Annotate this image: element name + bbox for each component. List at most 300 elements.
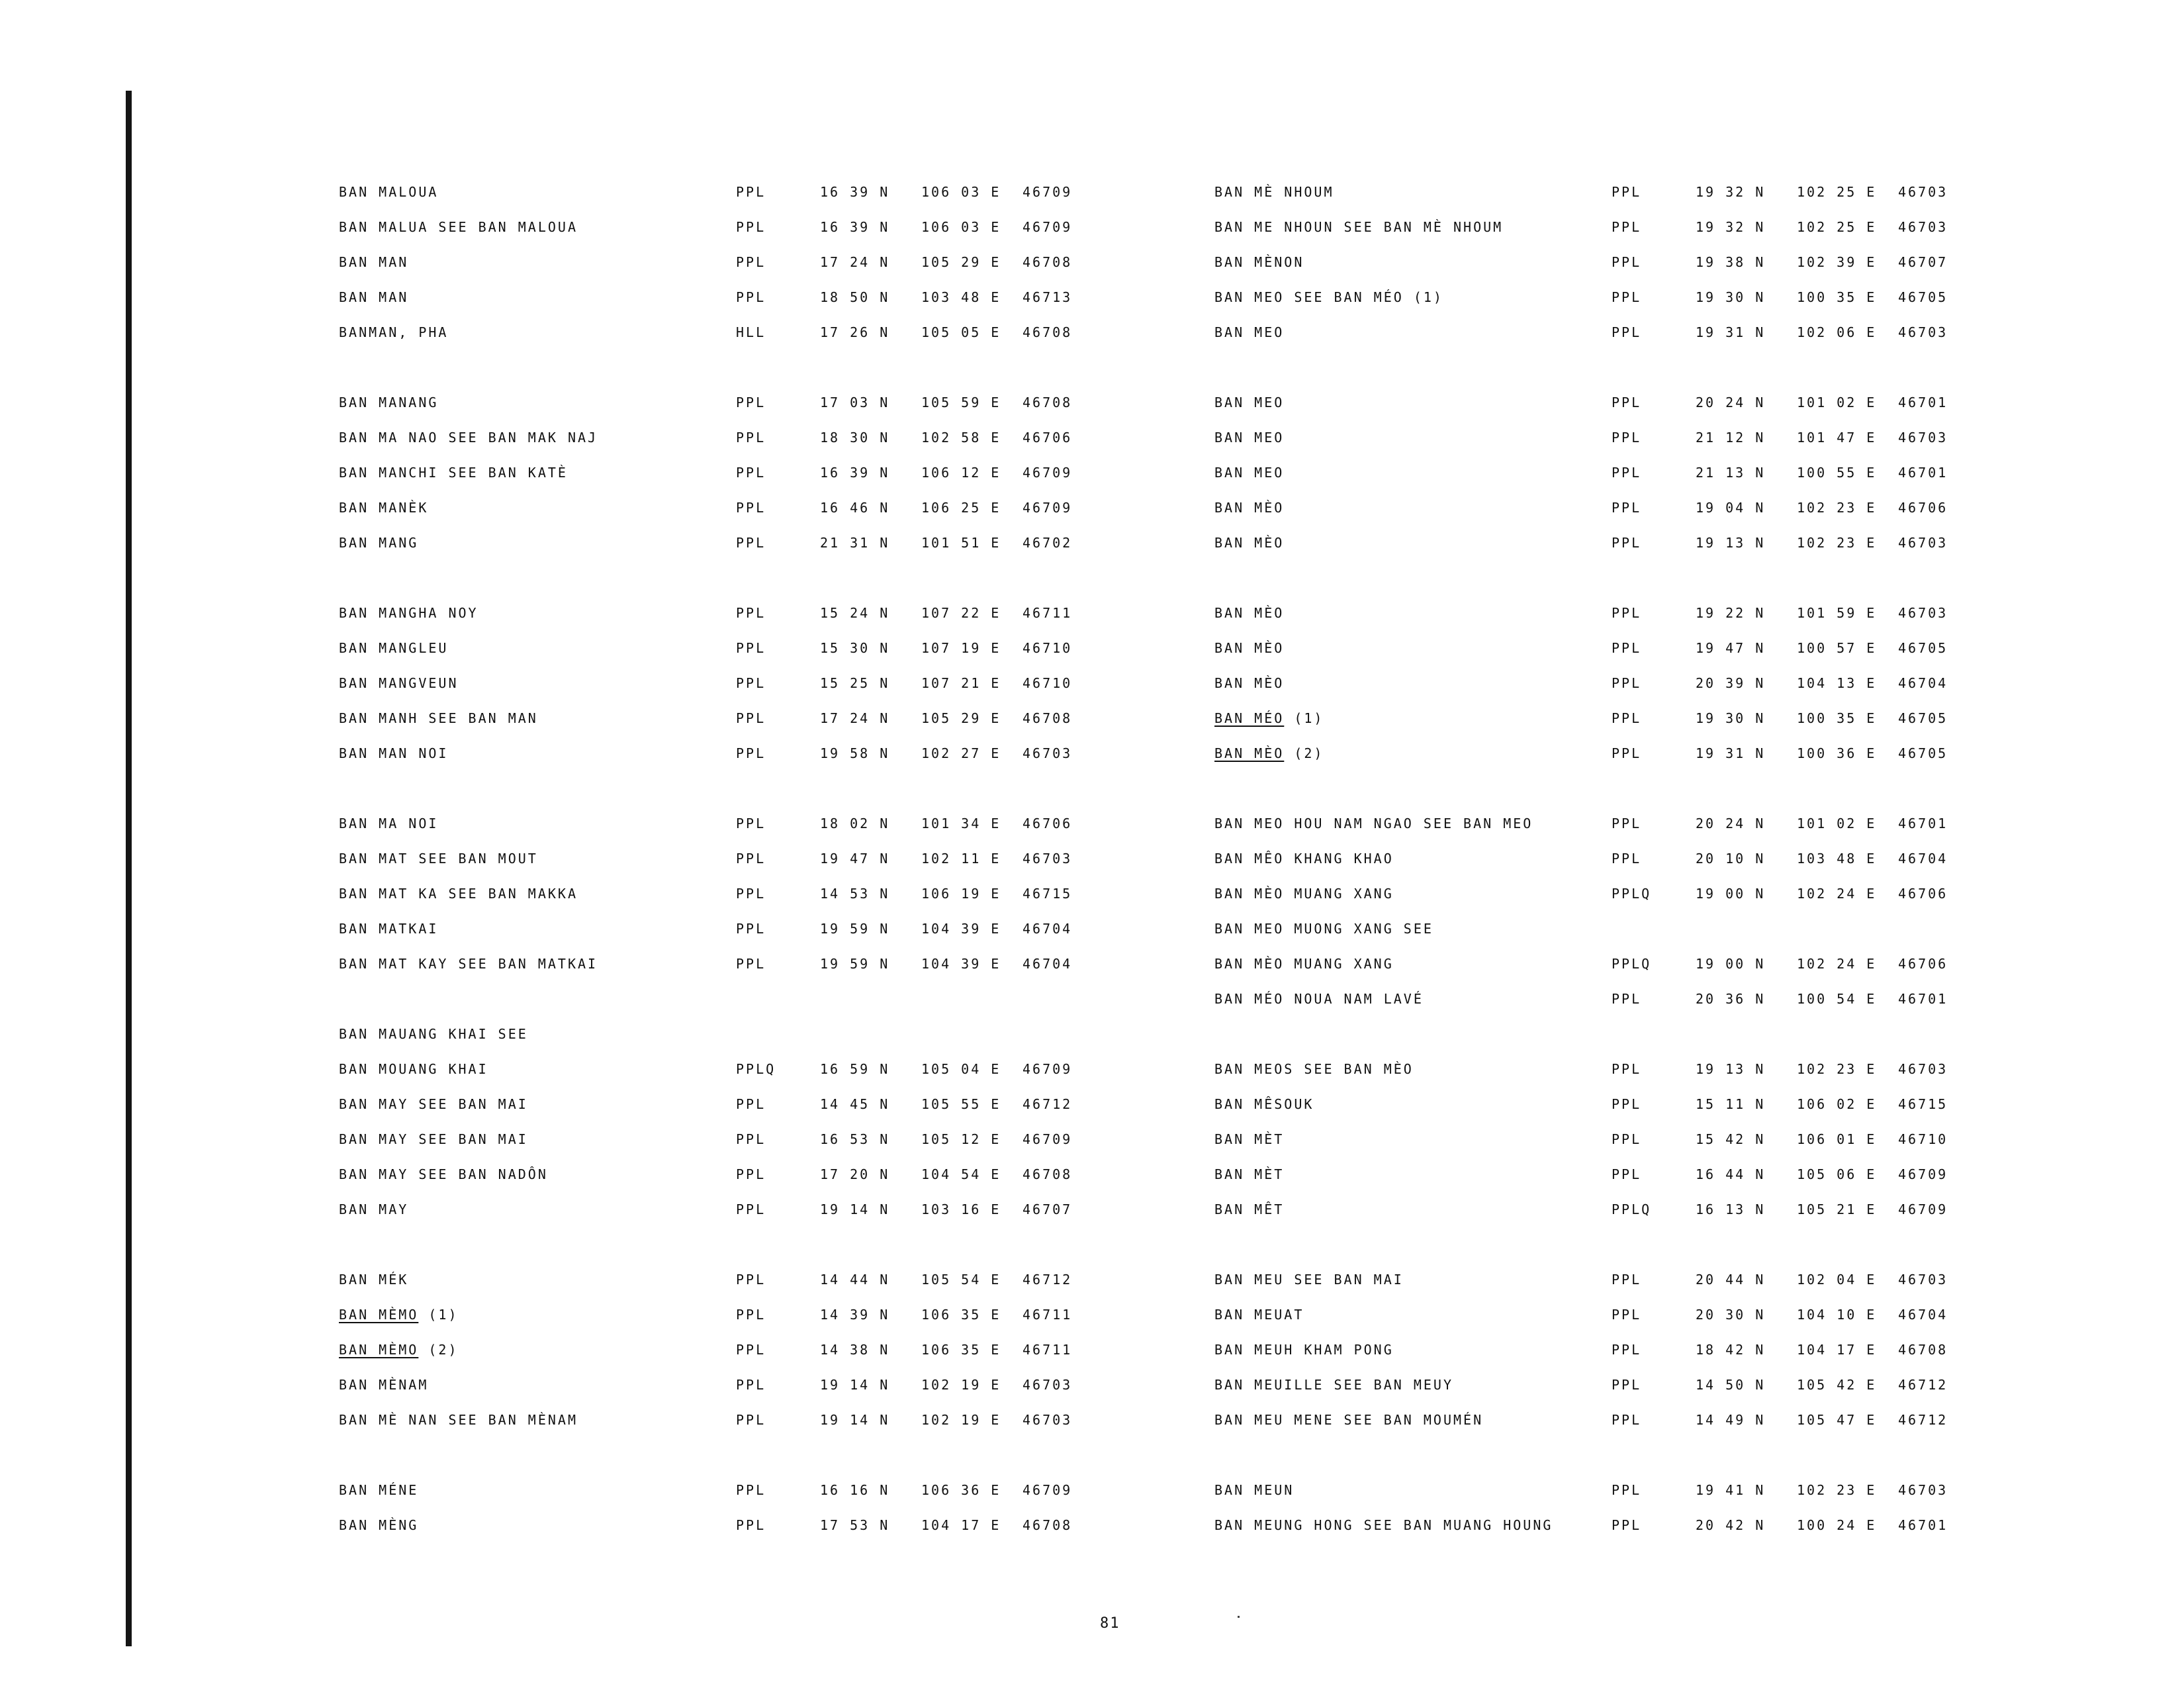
gazetteer-entry	[1214, 740, 2184, 767]
entry-lat: 17 24 N	[820, 254, 890, 270]
gazetteer-entry	[1214, 319, 2184, 346]
entry-name: BAN MANÈK	[339, 500, 429, 516]
entry-name: BAN MAUANG KHAI SEE	[339, 1026, 528, 1042]
entry-type: PPL	[736, 1517, 766, 1533]
entry-lon: 102 24 E	[1797, 886, 1877, 902]
entry-code: 46709	[1023, 1061, 1073, 1077]
entry-name: BAN MÈ NAN SEE BAN MÈNAM	[339, 1412, 578, 1428]
entry-code: 46712	[1898, 1377, 1948, 1393]
entry-code: 46703	[1023, 851, 1073, 867]
entry-name: BAN MAT KAY SEE BAN MATKAI	[339, 956, 598, 972]
gazetteer-entry	[1214, 1056, 2184, 1082]
entry-code: 46710	[1023, 675, 1073, 691]
entry-type: PPL	[1612, 1412, 1642, 1428]
gazetteer-entry	[1214, 389, 2184, 416]
gazetteer-entry	[1214, 986, 2184, 1012]
entry-name: BAN MEU SEE BAN MAI	[1214, 1272, 1404, 1288]
entry-type: PPL	[1612, 745, 1642, 761]
entry-lat: 15 11 N	[1696, 1096, 1766, 1112]
entry-code: 46709	[1898, 1201, 1948, 1217]
entry-lon: 106 01 E	[1797, 1131, 1877, 1147]
entry-name: BAN MOUANG KHAI	[339, 1061, 488, 1077]
entry-code: 46701	[1898, 1517, 1948, 1533]
entry-name: BAN MAY	[339, 1201, 409, 1217]
entry-type: PPL	[736, 219, 766, 235]
entry-type: PPL	[736, 921, 766, 937]
gazetteer-entry	[1214, 249, 2184, 275]
entry-lat: 14 44 N	[820, 1272, 890, 1288]
entry-code: 46707	[1898, 254, 1948, 270]
entry-name: BAN MAY SEE BAN MAI	[339, 1131, 528, 1147]
gazetteer-entry	[1214, 284, 2184, 310]
entry-type: PPL	[1612, 324, 1642, 340]
entry-code: 46708	[1023, 1517, 1073, 1533]
entry-type: PPL	[1612, 816, 1642, 831]
entry-lon: 105 21 E	[1797, 1201, 1877, 1217]
gazetteer-entry	[339, 740, 1345, 767]
gazetteer-entry	[1214, 530, 2184, 556]
entry-code: 46703	[1023, 745, 1073, 761]
entry-lon: 105 42 E	[1797, 1377, 1877, 1393]
entry-name: BAN MEO MUONG XANG SEE	[1214, 921, 1433, 937]
entry-name: BAN MANH SEE BAN MAN	[339, 710, 538, 726]
entry-name: BAN MALUA SEE BAN MALOUA	[339, 219, 578, 235]
entry-lat: 15 42 N	[1696, 1131, 1766, 1147]
entry-type: PPLQ	[1612, 1201, 1652, 1217]
entry-lon: 106 03 E	[921, 219, 1001, 235]
entry-name: BAN MEUN	[1214, 1482, 1295, 1498]
entry-lat: 16 39 N	[820, 184, 890, 200]
entry-lon: 101 34 E	[921, 816, 1001, 831]
entry-code: 46709	[1023, 465, 1073, 481]
entry-name: BAN MANGHA NOY	[339, 605, 478, 621]
entry-name: BAN MÊSOUK	[1214, 1096, 1314, 1112]
entry-type: PPL	[1612, 465, 1642, 481]
entry-code: 46708	[1023, 254, 1073, 270]
entry-code: 46703	[1898, 184, 1948, 200]
gazetteer-entry	[339, 880, 1345, 907]
entry-type: PPL	[736, 745, 766, 761]
entry-type: PPL	[736, 535, 766, 551]
gazetteer-entry	[339, 214, 1345, 240]
gazetteer-entry	[1214, 600, 2184, 626]
entry-lon: 102 23 E	[1797, 500, 1877, 516]
entry-name: BAN MÈT	[1214, 1131, 1285, 1147]
gazetteer-entry	[339, 1126, 1345, 1152]
entry-lon: 105 54 E	[921, 1272, 1001, 1288]
entry-type: PPLQ	[1612, 956, 1652, 972]
entry-lon: 100 54 E	[1797, 991, 1877, 1007]
entry-lat: 19 14 N	[820, 1412, 890, 1428]
entry-name: BAN MÊT	[1214, 1201, 1285, 1217]
entry-code: 46708	[1898, 1342, 1948, 1358]
entry-lat: 19 32 N	[1696, 219, 1766, 235]
entry-lat: 19 47 N	[820, 851, 890, 867]
entry-lon: 104 17 E	[1797, 1342, 1877, 1358]
gazetteer-entry	[339, 179, 1345, 205]
entry-lat: 16 44 N	[1696, 1166, 1766, 1182]
gazetteer-entry	[1214, 179, 2184, 205]
entry-type: PPL	[1612, 1342, 1642, 1358]
entry-code: 46701	[1898, 395, 1948, 410]
entry-lon: 107 22 E	[921, 605, 1001, 621]
entry-lat: 17 53 N	[820, 1517, 890, 1533]
entry-lat: 20 42 N	[1696, 1517, 1766, 1533]
entry-name: BAN MA NAO SEE BAN MAK NAJ	[339, 430, 598, 445]
entry-lat: 19 14 N	[820, 1377, 890, 1393]
entry-type: PPL	[1612, 605, 1642, 621]
gazetteer-entry	[339, 810, 1345, 837]
entry-code: 46703	[1898, 1272, 1948, 1288]
entry-lon: 102 39 E	[1797, 254, 1877, 270]
entry-lon: 105 55 E	[921, 1096, 1001, 1112]
entry-lon: 106 03 E	[921, 184, 1001, 200]
entry-lon: 104 13 E	[1797, 675, 1877, 691]
entry-lat: 20 44 N	[1696, 1272, 1766, 1288]
entry-type: PPLQ	[1612, 886, 1652, 902]
entry-code: 46715	[1023, 886, 1073, 902]
entry-lat: 14 49 N	[1696, 1412, 1766, 1428]
entry-type: PPL	[736, 465, 766, 481]
entry-lon: 106 35 E	[921, 1342, 1001, 1358]
entry-lon: 107 21 E	[921, 675, 1001, 691]
gazetteer-entry	[1214, 1126, 2184, 1152]
entry-code: 46703	[1898, 1061, 1948, 1077]
entry-name: BANMAN, PHA	[339, 324, 449, 340]
gazetteer-entry	[1214, 1372, 2184, 1398]
entry-type: PPL	[1612, 1272, 1642, 1288]
entry-lat: 14 53 N	[820, 886, 890, 902]
entry-lon: 105 59 E	[921, 395, 1001, 410]
entry-lon: 104 10 E	[1797, 1307, 1877, 1323]
entry-lat: 19 00 N	[1696, 886, 1766, 902]
gazetteer-entry	[1214, 1161, 2184, 1188]
entry-lat: 14 50 N	[1696, 1377, 1766, 1393]
entry-name: BAN MANGVEUN	[339, 675, 459, 691]
entry-lat: 20 24 N	[1696, 395, 1766, 410]
entry-name: BAN MAN NOI	[339, 745, 449, 761]
gazetteer-entry	[1214, 1512, 2184, 1538]
entry-name: BAN MEUNG HONG SEE BAN MUANG HOUNG	[1214, 1517, 1553, 1533]
entry-type: PPL	[1612, 184, 1642, 200]
entry-name: BAN MATKAI	[339, 921, 439, 937]
entry-type: PPL	[736, 640, 766, 656]
entry-lat: 19 59 N	[820, 956, 890, 972]
gazetteer-entry	[339, 915, 1345, 942]
entry-lon: 101 51 E	[921, 535, 1001, 551]
entry-name: BAN MEO	[1214, 430, 1285, 445]
entry-type: PPL	[1612, 710, 1642, 726]
entry-lat: 19 30 N	[1696, 289, 1766, 305]
entry-code: 46705	[1898, 710, 1948, 726]
entry-lat: 19 31 N	[1696, 324, 1766, 340]
entry-lon: 106 02 E	[1797, 1096, 1877, 1112]
gazetteer-entry	[339, 530, 1345, 556]
entry-type: PPL	[1612, 254, 1642, 270]
gazetteer-entry	[339, 249, 1345, 275]
gazetteer-entry	[1214, 1091, 2184, 1117]
gazetteer-entry	[1214, 670, 2184, 696]
entry-name: BAN MEOS SEE BAN MÈO	[1214, 1061, 1414, 1077]
gazetteer-entry	[339, 424, 1345, 451]
entry-lat: 19 04 N	[1696, 500, 1766, 516]
gazetteer-entry	[339, 670, 1345, 696]
entry-lon: 104 39 E	[921, 921, 1001, 937]
gazetteer-entry	[339, 494, 1345, 521]
gazetteer-entry	[339, 1301, 1345, 1328]
gazetteer-entry	[1214, 845, 2184, 872]
entry-code: 46701	[1898, 465, 1948, 481]
entry-code: 46708	[1023, 324, 1073, 340]
entry-lon: 104 17 E	[921, 1517, 1001, 1533]
entry-name: BAN MÈO	[1214, 640, 1285, 656]
entry-type: PPL	[1612, 1096, 1642, 1112]
entry-code: 46706	[1898, 886, 1948, 902]
entry-type: PPL	[736, 886, 766, 902]
entry-name: BAN MÈNON	[1214, 254, 1304, 270]
entry-name: BAN MAN	[339, 289, 409, 305]
entry-code: 46705	[1898, 289, 1948, 305]
gazetteer-entry	[339, 600, 1345, 626]
entry-name: BAN MÈ NHOUM	[1214, 184, 1334, 200]
gazetteer-entry	[1214, 1407, 2184, 1433]
entry-code: 46705	[1898, 745, 1948, 761]
entry-name: BAN MEO	[1214, 324, 1285, 340]
entry-name: BAN MANCHI SEE BAN KATÈ	[339, 465, 568, 481]
entry-lat: 16 16 N	[820, 1482, 890, 1498]
entry-lon: 100 35 E	[1797, 289, 1877, 305]
entry-lat: 21 31 N	[820, 535, 890, 551]
entry-lat: 19 59 N	[820, 921, 890, 937]
entry-lon: 100 55 E	[1797, 465, 1877, 481]
entry-lat: 16 59 N	[820, 1061, 890, 1077]
entry-name: BAN MÈT	[1214, 1166, 1285, 1182]
entry-lon: 100 57 E	[1797, 640, 1877, 656]
gazetteer-entry	[1214, 810, 2184, 837]
entry-lat: 16 39 N	[820, 465, 890, 481]
gazetteer-entry	[1214, 951, 2184, 977]
entry-lon: 100 24 E	[1797, 1517, 1877, 1533]
entry-lon: 102 25 E	[1797, 219, 1877, 235]
gazetteer-entry	[1214, 1301, 2184, 1328]
entry-name: BAN MÈMO (1)	[339, 1307, 459, 1323]
entry-lat: 17 24 N	[820, 710, 890, 726]
entry-type: HLL	[736, 324, 766, 340]
entry-lon: 106 35 E	[921, 1307, 1001, 1323]
entry-type: PPL	[1612, 1166, 1642, 1182]
entry-code: 46706	[1898, 956, 1948, 972]
entry-type: PPL	[1612, 675, 1642, 691]
entry-code: 46704	[1898, 1307, 1948, 1323]
entry-code: 46703	[1023, 1377, 1073, 1393]
entry-code: 46709	[1023, 1482, 1073, 1498]
entry-code: 46703	[1898, 605, 1948, 621]
entry-name: BAN MÉNE	[339, 1482, 419, 1498]
entry-lon: 101 02 E	[1797, 816, 1877, 831]
entry-code: 46704	[1898, 675, 1948, 691]
entry-type: PPL	[1612, 640, 1642, 656]
entry-lat: 19 14 N	[820, 1201, 890, 1217]
entry-lon: 102 58 E	[921, 430, 1001, 445]
entry-lon: 102 23 E	[1797, 535, 1877, 551]
entry-lat: 19 58 N	[820, 745, 890, 761]
entry-lat: 17 03 N	[820, 395, 890, 410]
entry-lon: 104 39 E	[921, 956, 1001, 972]
entry-name: BAN MÊO KHANG KHAO	[1214, 851, 1394, 867]
entry-type: PPL	[736, 430, 766, 445]
entry-code: 46710	[1898, 1131, 1948, 1147]
entry-lat: 19 00 N	[1696, 956, 1766, 972]
gazetteer-entry	[339, 635, 1345, 661]
entry-code: 46703	[1023, 1412, 1073, 1428]
page-number: 81	[1100, 1615, 1120, 1632]
entry-lon: 100 35 E	[1797, 710, 1877, 726]
entry-type: PPL	[736, 1131, 766, 1147]
entry-lat: 19 22 N	[1696, 605, 1766, 621]
entry-lat: 19 32 N	[1696, 184, 1766, 200]
entry-lon: 105 05 E	[921, 324, 1001, 340]
entry-type: PPL	[736, 1096, 766, 1112]
entry-lon: 106 12 E	[921, 465, 1001, 481]
entry-name: BAN MAN	[339, 254, 409, 270]
entry-name: BAN MÈMO (2)	[339, 1342, 459, 1358]
entry-type: PPL	[736, 675, 766, 691]
entry-lat: 19 13 N	[1696, 535, 1766, 551]
entry-type: PPL	[736, 289, 766, 305]
gazetteer-entry	[339, 459, 1345, 486]
entry-lon: 105 06 E	[1797, 1166, 1877, 1182]
entry-name: BAN MAY SEE BAN MAI	[339, 1096, 528, 1112]
gazetteer-entry	[1214, 424, 2184, 451]
entry-lat: 19 47 N	[1696, 640, 1766, 656]
gazetteer-entry	[339, 845, 1345, 872]
gazetteer-entry	[339, 1161, 1345, 1188]
entry-lat: 19 41 N	[1696, 1482, 1766, 1498]
entry-name: BAN MAY SEE BAN NADÔN	[339, 1166, 548, 1182]
gazetteer-entry	[339, 1056, 1345, 1082]
gazetteer-entry	[339, 1196, 1345, 1223]
entry-code: 46704	[1023, 921, 1073, 937]
gazetteer-entry	[339, 1477, 1345, 1503]
entry-code: 46711	[1023, 1307, 1073, 1323]
entry-lat: 14 45 N	[820, 1096, 890, 1112]
entry-lon: 102 19 E	[921, 1412, 1001, 1428]
entry-lon: 102 04 E	[1797, 1272, 1877, 1288]
entry-name: BAN MAT SEE BAN MOUT	[339, 851, 538, 867]
entry-lon: 106 25 E	[921, 500, 1001, 516]
entry-code: 46703	[1898, 219, 1948, 235]
entry-lat: 20 39 N	[1696, 675, 1766, 691]
gazetteer-entry	[1214, 880, 2184, 907]
gazetteer-entry	[339, 951, 1345, 977]
entry-type: PPL	[1612, 851, 1642, 867]
entry-name: BAN MALOUA	[339, 184, 439, 200]
entry-lon: 106 36 E	[921, 1482, 1001, 1498]
entry-code: 46709	[1023, 1131, 1073, 1147]
entry-name: BAN MANG	[339, 535, 419, 551]
entry-lat: 15 25 N	[820, 675, 890, 691]
entry-type: PPL	[1612, 1377, 1642, 1393]
entry-lat: 15 30 N	[820, 640, 890, 656]
entry-code: 46708	[1023, 1166, 1073, 1182]
entry-type: PPL	[1612, 395, 1642, 410]
gazetteer-entry	[1214, 635, 2184, 661]
entry-lon: 104 54 E	[921, 1166, 1001, 1182]
entry-code: 46712	[1023, 1272, 1073, 1288]
entry-code: 46715	[1898, 1096, 1948, 1112]
entry-lat: 20 30 N	[1696, 1307, 1766, 1323]
entry-type: PPL	[736, 956, 766, 972]
entry-type: PPL	[736, 184, 766, 200]
entry-code: 46709	[1023, 184, 1073, 200]
entry-lat: 20 10 N	[1696, 851, 1766, 867]
gazetteer-entry	[1214, 1266, 2184, 1293]
entry-type: PPL	[1612, 1517, 1642, 1533]
entry-name: BAN MÈNAM	[339, 1377, 429, 1393]
entry-code: 46703	[1898, 535, 1948, 551]
entry-code: 46702	[1023, 535, 1073, 551]
entry-code: 46708	[1023, 710, 1073, 726]
entry-lat: 16 53 N	[820, 1131, 890, 1147]
entry-type: PPL	[736, 254, 766, 270]
entry-lon: 101 47 E	[1797, 430, 1877, 445]
entry-lon: 103 48 E	[921, 289, 1001, 305]
gazetteer-entry	[1214, 705, 2184, 731]
entry-name: BAN MÉO NOUA NAM LAVÉ	[1214, 991, 1424, 1007]
entry-name: BAN MÈNG	[339, 1517, 419, 1533]
entry-type: PPL	[736, 1166, 766, 1182]
entry-type: PPL	[736, 1342, 766, 1358]
entry-code: 46705	[1898, 640, 1948, 656]
entry-lat: 16 13 N	[1696, 1201, 1766, 1217]
entry-lon: 100 36 E	[1797, 745, 1877, 761]
entry-lat: 20 36 N	[1696, 991, 1766, 1007]
entry-name: BAN MÈO	[1214, 500, 1285, 516]
entry-lon: 102 23 E	[1797, 1482, 1877, 1498]
entry-name: BAN MÉK	[339, 1272, 409, 1288]
entry-lon: 105 29 E	[921, 710, 1001, 726]
entry-lon: 102 23 E	[1797, 1061, 1877, 1077]
entry-name: BAN MEO	[1214, 395, 1285, 410]
entry-type: PPL	[736, 1201, 766, 1217]
entry-lat: 20 24 N	[1696, 816, 1766, 831]
gazetteer-entry	[1214, 494, 2184, 521]
entry-type: PPL	[1612, 1131, 1642, 1147]
entry-lat: 18 42 N	[1696, 1342, 1766, 1358]
entry-name: BAN MÈO (2)	[1214, 745, 1324, 761]
gazetteer-entry	[339, 1512, 1345, 1538]
entry-lon: 106 19 E	[921, 886, 1001, 902]
entry-type: PPL	[1612, 500, 1642, 516]
entry-code: 46709	[1898, 1166, 1948, 1182]
entry-lon: 102 27 E	[921, 745, 1001, 761]
entry-code: 46706	[1023, 430, 1073, 445]
entry-lon: 102 19 E	[921, 1377, 1001, 1393]
binding-edge-bar	[126, 91, 132, 1646]
entry-name: BAN MEUILLE SEE BAN MEUY	[1214, 1377, 1453, 1393]
gazetteer-entry	[1214, 1477, 2184, 1503]
entry-name: BAN MEO	[1214, 465, 1285, 481]
entry-type: PPL	[736, 1482, 766, 1498]
entry-type: PPL	[1612, 430, 1642, 445]
gazetteer-entry	[1214, 915, 2184, 942]
gazetteer-entry	[339, 1266, 1345, 1293]
entry-type: PPL	[736, 816, 766, 831]
entry-type: PPL	[1612, 535, 1642, 551]
entry-lon: 103 48 E	[1797, 851, 1877, 867]
entry-name: BAN ME NHOUN SEE BAN MÈ NHOUM	[1214, 219, 1504, 235]
entry-lat: 19 38 N	[1696, 254, 1766, 270]
